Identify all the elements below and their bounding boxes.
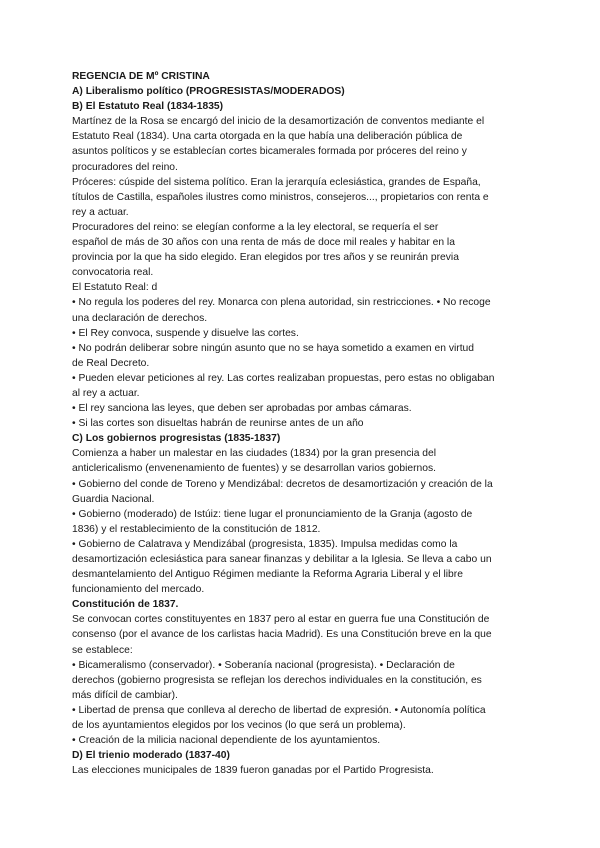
text-line: una declaración de derechos. <box>72 312 208 324</box>
text-line: Comienza a haber un malestar en las ciudades (1834) por la gran presencia del <box>72 448 437 460</box>
text-line: español de más de 30 años con una renta de más de doce mil reales y habitar en la <box>72 237 455 249</box>
text-line: • No podrán deliberar sobre ningún asunto que no se haya sometido a examen en virtud <box>72 342 475 354</box>
text-line: 1836) y el restablecimiento de la constitución de 1812. <box>72 523 321 535</box>
text-line: • El rey sanciona las leyes, que deben ser aprobadas por ambas cámaras. <box>72 403 412 415</box>
section-heading: C) Los gobiernos progresistas (1835-1837) <box>72 433 281 445</box>
text-line: títulos de Castilla, españoles ilustres como ministros, consejeros..., propietarios con renta e <box>72 191 489 203</box>
text-line: anticlericalismo (envenenamiento de fuentes) y se desarrollan varios gobiernos. <box>72 463 437 475</box>
text-line: Guardia Nacional. <box>72 493 155 505</box>
text-line: se establece: <box>72 644 133 656</box>
text-line: convocatoria real. <box>72 267 154 279</box>
text-line: desmantelamiento del Antiguo Régimen mediante la Reforma Agraria Liberal y el libre <box>72 569 463 581</box>
section-heading: REGENCIA DE Mº CRISTINA <box>72 71 210 82</box>
text-line: Se convocan cortes constituyentes en 1837 pero al estar en guerra fue una Constitución de <box>72 614 490 626</box>
text-line: El Estatuto Real: d <box>72 282 158 294</box>
text-line: • Gobierno de Calatrava y Mendizábal (progresista, 1835). Impulsa medidas como la <box>72 538 458 550</box>
section-heading: Constitución de 1837. <box>72 599 179 611</box>
text-line: más difícil de cambiar). <box>72 689 178 701</box>
text-line: Las elecciones municipales de 1839 fueron ganadas por el Partido Progresista. <box>72 765 434 777</box>
text-line: • Si las cortes son disueltas habrán de reunirse antes de un año <box>72 418 364 430</box>
text-line: de los ayuntamientos elegidos por los vecinos (lo que será un problema). <box>72 720 406 732</box>
text-line: consenso (por el avance de los carlistas hacia Madrid). Es una Constitución breve en la que <box>72 629 492 641</box>
text-line: • Creación de la milicia nacional dependiente de los ayuntamientos. <box>72 735 381 747</box>
document-body <box>72 69 532 778</box>
text-line: funcionamiento del mercado. <box>72 584 205 596</box>
text-line: • Gobierno (moderado) de Istúiz: tiene lugar el pronunciamiento de la Granja (agosto de <box>72 508 473 520</box>
text-line: Procuradores del reino: se elegían conforme a la ley electoral, se requería el ser <box>72 221 439 233</box>
section-heading: B) El Estatuto Real (1834-1835) <box>72 101 224 113</box>
text-line: • Pueden elevar peticiones al rey. Las cortes realizaban propuestas, pero estas no obligaban <box>72 372 495 384</box>
text-line: Próceres: cúspide del sistema político. Eran la jerarquía eclesiástica, grandes de España, <box>72 176 481 188</box>
text-line: • El Rey convoca, suspende y disuelve las cortes. <box>72 327 299 339</box>
text-line: desamortización eclesiástica para sanear finanzas y debilitar a la Iglesia. Se lleva a cabo un <box>72 554 492 565</box>
text-line: Estatuto Real (1834). Una carta otorgada en la que había una deliberación pública de <box>72 131 463 143</box>
section-heading: D) El trienio moderado (1837-40) <box>72 750 230 762</box>
text-line: provincia por la que ha sido elegido. Eran elegidos por tres años y se reunirán previa <box>72 252 459 264</box>
text-line: procuradores del reino. <box>72 161 178 173</box>
text-line: al rey a actuar. <box>72 387 140 399</box>
text-line: • Gobierno del conde de Toreno y Mendizábal: decretos de desamortización y creación de la <box>72 478 493 490</box>
section-heading: A) Liberalismo político (PROGRESISTAS/MODERADOS) <box>72 86 345 98</box>
text-line: • Bicameralismo (conservador). • Soberanía nacional (progresista). • Declaración de <box>72 659 455 671</box>
text-line: • No regula los poderes del rey. Monarca con plena autoridad, sin restricciones. • No recoge <box>72 297 491 309</box>
text-line: derechos (gobierno progresista se reflejan los derechos individuales en la constitución, es <box>72 674 482 686</box>
text-line: rey a actuar. <box>72 206 129 218</box>
text-line: Martínez de la Rosa se encargó del inicio de la desamortización de conventos mediante el <box>72 116 485 128</box>
text-line: • Libertad de prensa que conlleva al derecho de libertad de expresión. • Autonomía política <box>72 704 486 716</box>
text-line: asuntos políticos y se establecían cortes bicamerales formada por próceres del reino y <box>72 146 467 158</box>
text-line: de Real Decreto. <box>72 357 150 369</box>
